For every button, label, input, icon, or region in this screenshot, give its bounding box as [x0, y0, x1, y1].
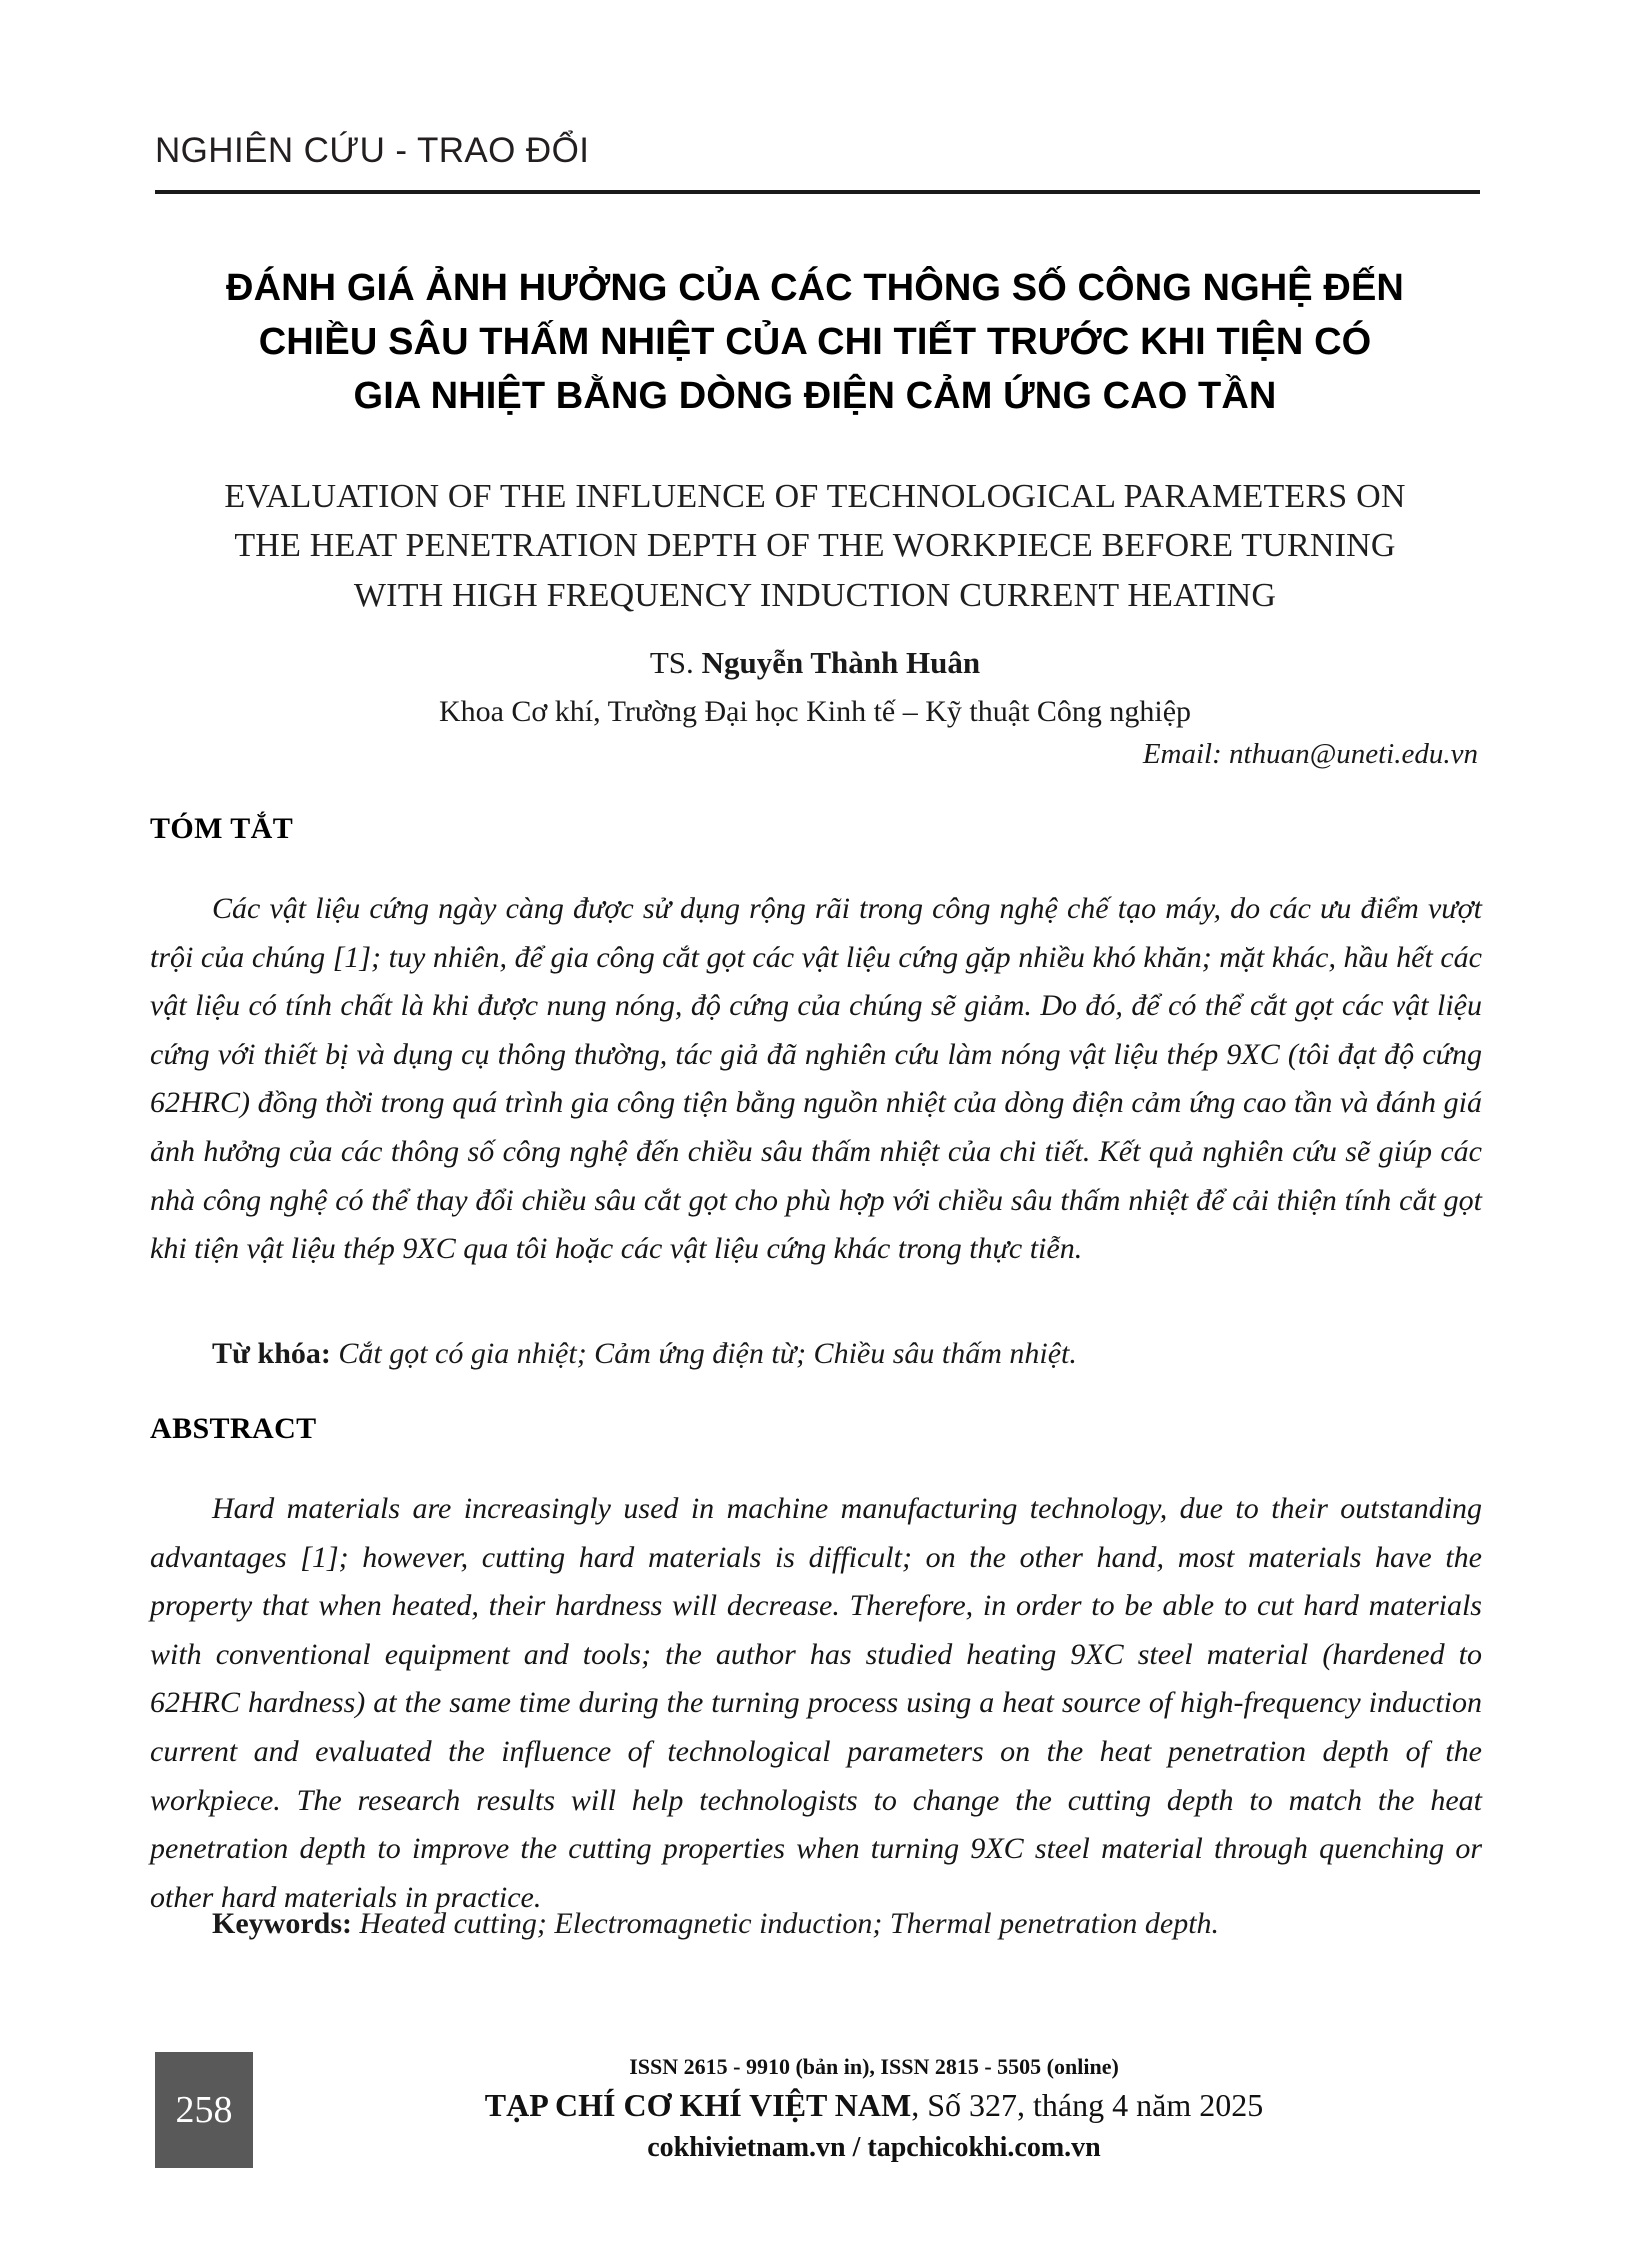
abstract-english-body-wrap [150, 1485, 1482, 1922]
footer-website: cokhivietnam.vn / tapchicokhi.com.vn [647, 2132, 1101, 2164]
title-en-line-1: EVALUATION OF THE INFLUENCE OF TECHNOLOGICAL PARAMETERS ON [224, 477, 1406, 515]
header-divider-rule [155, 190, 1480, 194]
keywords-vietnamese-value: Cắt gọt có gia nhiệt; Cảm ứng điện từ; Chiều sâu thấm nhiệt. [330, 1337, 1077, 1370]
abstract-english-text: Hard materials are increasingly used in machine manufacturing technology, due to their outstanding advantages [1]; however, cutting hard materials is difficult; on the other hand, most materials have the property that when heated, their hardness will decrease. Therefore, in order to be able to cut hard materials with conventional equipment and tools; the author has studied heating 9XC steel material (hardened to 62HRC hardness) at the same time during the turning process using a heat source of high-frequency induction current and evaluated the influence of technological parameters on the heat penetration depth of the workpiece. The research results will help technologists to change the cutting depth to match the heat penetration depth to improve the cutting properties when turning 9XC steel material through quenching or other hard materials in practice. [150, 1492, 1482, 1914]
title-vi-line-3: GIA NHIỆT BẰNG DÒNG ĐIỆN CẢM ỨNG CAO TẦN [353, 374, 1277, 417]
author-affiliation: Khoa Cơ khí, Trường Đại học Kinh tế – Kỹ thuật Công nghiệp [438, 694, 1192, 728]
keywords-vietnamese-label: Từ khóa: [212, 1337, 331, 1370]
running-header-title: NGHIÊN CỨU - TRAO ĐỔI [155, 131, 590, 170]
running-header [155, 132, 1480, 171]
author-name-line [150, 640, 1480, 687]
author-block [150, 640, 1480, 771]
keywords-english-value: Heated cutting; Electromagnetic induction; Thermal penetration depth. [351, 1907, 1220, 1940]
author-degree: TS. [649, 645, 702, 680]
title-vi-line-2: CHIỀU SÂU THẤM NHIỆT CỦA CHI TIẾT TRƯỚC KHI TIỆN CÓ [258, 320, 1372, 363]
page-number-badge: 258 [155, 2052, 253, 2168]
footer-journal-issue: , Số 327, tháng 4 năm 2025 [911, 2086, 1264, 2123]
abstract-vietnamese-body-wrap [150, 885, 1482, 1274]
title-en-line-3: WITH HIGH FREQUENCY INDUCTION CURRENT HEATING [353, 577, 1277, 615]
footer-journal-name: TẠP CHÍ CƠ KHÍ VIỆT NAM [484, 2086, 912, 2123]
keywords-vietnamese-wrap [150, 1330, 1482, 1378]
title-en-line-2: THE HEAT PENETRATION DEPTH OF THE WORKPIECE BEFORE TURNING [234, 527, 1396, 565]
keywords-english [150, 1900, 1482, 1948]
article-title-english [150, 472, 1480, 621]
abstract-vietnamese-text: Các vật liệu cứng ngày càng được sử dụng rộng rãi trong công nghệ chế tạo máy, do các ưu điểm vượt trội của chúng [1]; tuy nhiên, để gia công cắt gọt các vật liệu cứng gặp nhiều khó khăn; mặt khác, hầu hết các vật liệu có tính chất là khi được nung nóng, độ cứng của chúng sẽ giảm. Do đó, để có thể cắt gọt các vật liệu cứng với thiết bị và dụng cụ thông thường, tác giả đã nghiên cứu làm nóng vật liệu thép 9XC (tôi đạt độ cứng 62HRC) đồng thời trong quá trình gia công tiện bằng nguồn nhiệt của dòng điện cảm ứng cao tần và đánh giá ảnh hưởng của các thông số công nghệ đến chiều sâu thấm nhiệt của chi tiết. Kết quả nghiên cứu sẽ giúp các nhà công nghệ có thể thay đổi chiều sâu cắt gọt cho phù hợp với chiều sâu thấm nhiệt để cải thiện tính cắt gọt khi tiện vật liệu thép 9XC qua tôi hoặc các vật liệu cứng khác trong thực tiễn. [150, 892, 1482, 1266]
footer-journal-line [263, 2083, 1485, 2128]
abstract-vietnamese-heading: TÓM TẮT [150, 812, 294, 845]
author-email: Email: nthuan@uneti.edu.vn [1142, 737, 1478, 770]
title-block [150, 262, 1480, 621]
abstract-english-heading: ABSTRACT [150, 1412, 317, 1445]
page-footer [155, 2052, 1485, 2168]
title-vi-line-1: ĐÁNH GIÁ ẢNH HƯỞNG CỦA CÁC THÔNG SỐ CÔNG NGHỆ ĐẾN [226, 267, 1404, 309]
footer-issn: ISSN 2615 - 9910 (bản in), ISSN 2815 - 5505 (online) [629, 2054, 1119, 2079]
keywords-vietnamese [150, 1330, 1482, 1378]
abstract-english-heading-wrap [150, 1412, 1482, 1446]
footer-journal-info [253, 2052, 1485, 2168]
keywords-english-wrap [150, 1900, 1482, 1948]
article-title-vietnamese [150, 262, 1480, 424]
abstract-vietnamese-heading-wrap [150, 812, 1482, 846]
keywords-english-label: Keywords: [212, 1907, 352, 1940]
author-name: Nguyễn Thành Huân [701, 645, 981, 680]
